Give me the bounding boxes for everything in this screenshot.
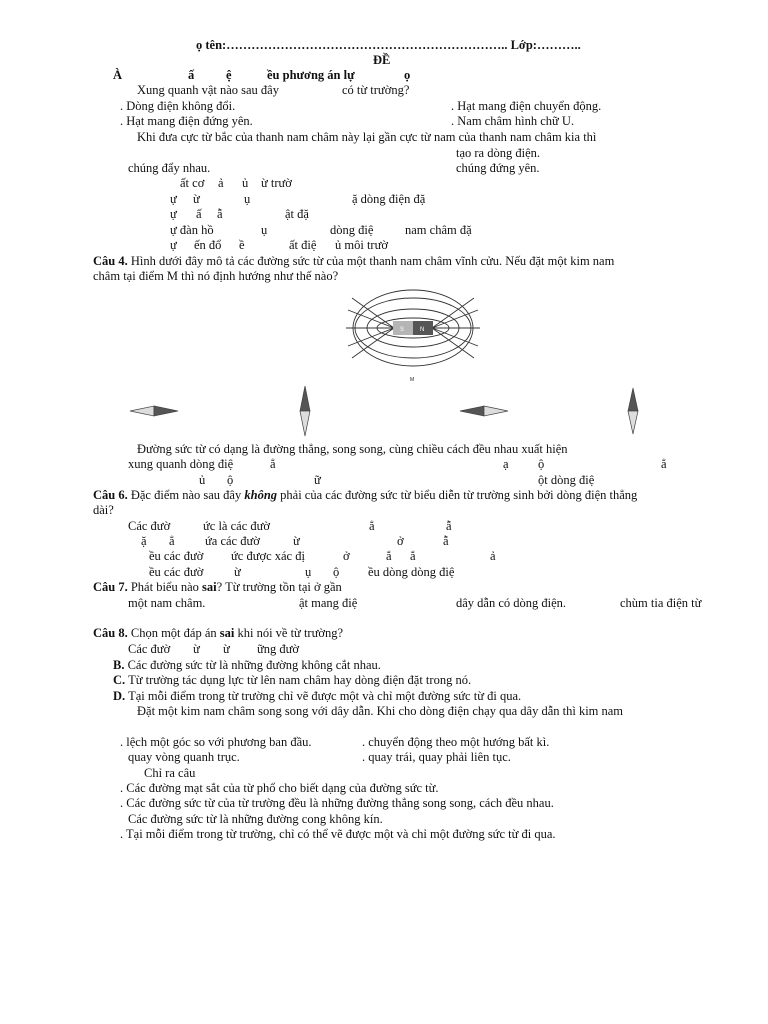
- q8-option-d-key: D.: [113, 689, 126, 703]
- q6-emphasis: không: [244, 488, 278, 502]
- section-label: À: [113, 68, 123, 82]
- q8-option-c: Từ trường tác dụng lực từ lên nam châm hay dòng điện đặt trong nó.: [128, 673, 472, 687]
- q2-option-c: chúng đẩy nhau.: [128, 161, 211, 175]
- q8-label: Câu 8.: [93, 626, 128, 640]
- q3-fragment: ẫ: [217, 207, 223, 221]
- q6-text-end: phải của các đường sức từ biểu diễn từ trường sinh bởi dòng điện thẳng: [280, 488, 638, 502]
- q6-fragment: ều các đườ: [149, 565, 204, 579]
- q6-fragment: ều các đườ: [149, 549, 204, 563]
- q3-fragment: ự đàn hồ: [170, 223, 214, 237]
- q8-option-b-key: B.: [113, 658, 125, 672]
- q1-option-d: . Nam châm hình chữ U.: [451, 114, 575, 128]
- q9-option-d: . quay trái, quay phải liên tục.: [362, 750, 511, 764]
- q7-option-d: chùm tia điện từ: [620, 596, 702, 610]
- q9-option-c: quay vòng quanh trục.: [128, 750, 240, 764]
- q8-option-c-key: C.: [113, 673, 126, 687]
- q3-fragment: ến đổ: [194, 238, 222, 252]
- q2-option-d: chúng đứng yên.: [456, 161, 540, 175]
- q6-fragment: ắ: [386, 549, 392, 563]
- q6-label: Câu 6.: [93, 488, 128, 502]
- q6-fragment: ừ: [234, 565, 241, 579]
- q6-fragment: Các đườ: [128, 519, 171, 533]
- q6-fragment: ụ: [305, 565, 312, 579]
- q8-text-end: khi nói về từ trường?: [237, 626, 344, 640]
- q5-text: Đường sức từ có dạng là đường thẳng, song song, cùng chiều cách đều nhau xuất hiện: [137, 442, 568, 456]
- q7-label: Câu 7.: [93, 580, 128, 594]
- exam-title: ĐỀ: [373, 53, 391, 67]
- q8-fragment: ững đườ: [257, 642, 300, 656]
- q6-fragment: ều dòng dòng điệ: [368, 565, 455, 579]
- q6-fragment: ẳ: [369, 519, 375, 533]
- q5-text-2: xung quanh dòng điệ: [128, 457, 234, 471]
- q4-label: Câu 4.: [93, 254, 128, 268]
- q1-option-a: . Dòng điện không đổi.: [120, 99, 236, 113]
- q10-option-b: . Các đường sức từ của từ trường đều là những đường thẳng song song, cách đều nhau.: [120, 796, 554, 810]
- q3-fragment: dòng điệ: [330, 223, 374, 237]
- q1-stem: Xung quanh vật nào sau đây: [137, 83, 279, 97]
- q2-option-b: tạo ra dòng điện.: [456, 146, 541, 160]
- q10-stem: Chỉ ra câu: [144, 766, 196, 780]
- q5-fragment: ữ: [314, 473, 321, 487]
- q5-fragment: ạ: [503, 457, 509, 471]
- q8-fragment: Các đườ: [128, 642, 171, 656]
- q3-fragment: ừ trườ: [261, 176, 292, 190]
- q1-stem-end: có từ trường?: [342, 83, 410, 97]
- q3-fragment: ặ dòng điện đặ: [352, 192, 426, 206]
- magnet-s-label: S: [400, 327, 405, 333]
- q2-stem: Khi đưa cực từ bắc của thanh nam châm này lại gần cực từ nam của thanh nam châm kia thì: [137, 130, 597, 144]
- q3-fragment: ủ môi trườ: [335, 238, 388, 252]
- q6-fragment: ắ: [410, 549, 416, 563]
- q9-stem: Đặt một kim nam châm song song với dây dẫn. Khi cho dòng điện chạy qua dây dẫn thì kim nam: [137, 704, 624, 718]
- q5-fragment: ẳ: [270, 457, 276, 471]
- needle-option-c: [458, 404, 510, 418]
- q5-fragment: ủ: [199, 473, 206, 487]
- q6-fragment: ặ: [141, 534, 147, 548]
- q3-fragment: ừ: [193, 192, 200, 206]
- section-fragment: ệ: [226, 68, 232, 82]
- magnet-n-label: N: [420, 327, 425, 333]
- q3-fragment: ấ: [196, 207, 202, 221]
- q5-fragment: ột dòng điệ: [538, 473, 595, 487]
- q10-option-a: . Các đường mạt sắt của từ phổ cho biết dạng của đường sức từ.: [120, 781, 439, 795]
- section-fragment: ều phương án lự: [267, 68, 355, 82]
- q6-fragment: ộ: [333, 565, 340, 579]
- q3-fragment: ự: [170, 207, 177, 221]
- q3-fragment: ụ: [244, 192, 251, 206]
- q6-fragment: ẫ: [446, 519, 452, 533]
- q6-fragment: ức được xác đị: [231, 549, 305, 563]
- q3-fragment: ự: [170, 192, 177, 206]
- q7-text-end: ? Từ trường tồn tại ở gần: [216, 580, 342, 594]
- q6-fragment: ả: [490, 549, 496, 563]
- q8-emphasis: sai: [219, 626, 235, 640]
- magnet-field-figure: [346, 284, 480, 384]
- q7-text: Phát biểu nào: [130, 580, 199, 594]
- q3-fragment: nam châm đặ: [405, 223, 472, 237]
- section-fragment: ọ: [404, 68, 411, 82]
- q3-fragment: ất điệ: [289, 238, 317, 252]
- q7-option-a: một nam châm.: [128, 596, 206, 610]
- q6-fragment: ứa các đườ: [205, 534, 260, 548]
- q8-option-b: Các đường sức từ là những đường không cắt nhau.: [127, 658, 381, 672]
- q6-fragment: ở: [397, 534, 404, 548]
- point-m-label: M: [410, 377, 415, 383]
- needle-option-b: [296, 384, 314, 438]
- q5-fragment: ẳ: [661, 457, 667, 471]
- q6-text-2: dài?: [93, 503, 114, 517]
- q8-fragment: ừ: [223, 642, 230, 656]
- q3-fragment: ả: [218, 176, 224, 190]
- q4-text-2: châm tại điểm M thì nó định hướng như thế nào?: [93, 269, 339, 283]
- q10-option-c: Các đường sức từ là những đường cong không kín.: [128, 812, 383, 826]
- q8-fragment: ừ: [193, 642, 200, 656]
- q6-text: Đặc điểm nào sau đây: [130, 488, 242, 502]
- name-class-line: ọ tên:………………………………………………………….. Lớp:………..: [196, 38, 581, 52]
- q3-fragment: ất cơ: [180, 176, 205, 190]
- q7-emphasis: sai: [202, 580, 217, 594]
- q3-fragment: ật đặ: [285, 207, 309, 221]
- q6-fragment: ở: [343, 549, 350, 563]
- q9-option-b: . chuyển động theo một hướng bất kì.: [362, 735, 550, 749]
- q5-fragment: ộ: [227, 473, 234, 487]
- q1-option-c: . Hạt mang điện đứng yên.: [120, 114, 253, 128]
- q10-option-d: . Tại mỗi điểm trong từ trường, chỉ có thể vẽ được một và chỉ một đường sức từ đi qua.: [120, 827, 556, 841]
- needle-option-a: [128, 404, 180, 418]
- q1-option-b: . Hạt mang điện chuyển động.: [451, 99, 602, 113]
- q3-fragment: ề: [239, 238, 245, 252]
- needle-option-d: [624, 386, 642, 436]
- q6-fragment: ẫ: [443, 534, 449, 548]
- q3-fragment: ự: [170, 238, 177, 252]
- q5-fragment: ộ: [538, 457, 545, 471]
- q8-text: Chọn một đáp án: [130, 626, 217, 640]
- q4-text: Hình dưới đây mô tả các đường sức từ của một thanh nam châm vĩnh cửu. Nếu đặt một kim nam: [130, 254, 615, 268]
- q6-fragment: ừ: [293, 534, 300, 548]
- q9-option-a: . lệch một góc so với phương ban đầu.: [120, 735, 312, 749]
- q3-fragment: ủ: [242, 176, 249, 190]
- q7-option-c: dây dẫn có dòng điện.: [456, 596, 567, 610]
- q7-option-b: ật mang điệ: [299, 596, 358, 610]
- q3-fragment: ụ: [261, 223, 268, 237]
- q6-fragment: ức là các đườ: [203, 519, 270, 533]
- q8-option-d: Tại mỗi điểm trong từ trường chỉ vẽ được một và chỉ một đường sức từ đi qua.: [128, 689, 522, 703]
- q6-fragment: ẳ: [169, 534, 175, 548]
- section-fragment: ấ: [188, 68, 195, 82]
